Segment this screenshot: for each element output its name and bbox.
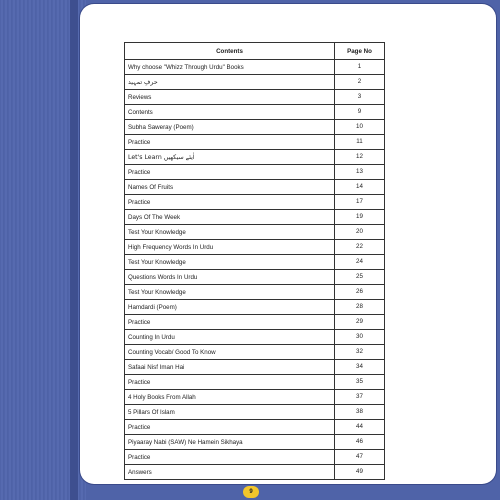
- contents-entry-title: Reviews: [125, 90, 335, 105]
- contents-entry-title: Practice: [125, 420, 335, 435]
- contents-entry-page: 35: [335, 375, 385, 390]
- table-row: [125, 435, 385, 450]
- contents-entry-page: 38: [335, 405, 385, 420]
- contents-entry-title: 5 Pillars Of Islam: [125, 405, 335, 420]
- contents-entry-title: Days Of The Week: [125, 210, 335, 225]
- contents-entry-title: حرفِ تمہید: [125, 75, 335, 90]
- contents-entry-title: Questions Words In Urdu: [125, 270, 335, 285]
- contents-entry-title: Practice: [125, 165, 335, 180]
- contents-entry-page: 25: [335, 270, 385, 285]
- table-row: [125, 345, 385, 360]
- contents-entry-title: Piyaaray Nabi (SAW) Ne Hamein Sikhaya: [125, 435, 335, 450]
- contents-entry-title: Practice: [125, 195, 335, 210]
- contents-entry-title: Hamdardi (Poem): [125, 300, 335, 315]
- contents-entry-title: Names Of Fruits: [125, 180, 335, 195]
- contents-entry-page: 19: [335, 210, 385, 225]
- table-row: [125, 180, 385, 195]
- table-row: [125, 315, 385, 330]
- contents-entry-page: 11: [335, 135, 385, 150]
- binding-edge: [70, 0, 78, 500]
- contents-entry-title: Test Your Knowledge: [125, 255, 335, 270]
- contents-entry-page: 34: [335, 360, 385, 375]
- table-row: [125, 135, 385, 150]
- contents-header: Contents: [125, 43, 335, 60]
- table-row: [125, 450, 385, 465]
- contents-entry-title: Subha Saweray (Poem): [125, 120, 335, 135]
- contents-entry-page: 24: [335, 255, 385, 270]
- table-row: [125, 105, 385, 120]
- contents-entry-title: Practice: [125, 135, 335, 150]
- table-row: [125, 270, 385, 285]
- contents-entry-title: Practice: [125, 375, 335, 390]
- table-row: [125, 90, 385, 105]
- contents-entry-title: Test Your Knowledge: [125, 285, 335, 300]
- table-row: [125, 255, 385, 270]
- contents-entry-title: High Frequency Words In Urdu: [125, 240, 335, 255]
- contents-entry-page: 46: [335, 435, 385, 450]
- contents-entry-page: 3: [335, 90, 385, 105]
- contents-entry-title: Safaai Nisf Iman Hai: [125, 360, 335, 375]
- contents-entry-page: 10: [335, 120, 385, 135]
- contents-entry-title: Answers: [125, 465, 335, 480]
- table-row: [125, 285, 385, 300]
- table-header-row: [125, 43, 385, 60]
- contents-entry-page: 12: [335, 150, 385, 165]
- table-row: [125, 150, 385, 165]
- contents-entry-title: Counting Vocab/ Good To Know: [125, 345, 335, 360]
- table-row: [125, 360, 385, 375]
- table-row: [125, 195, 385, 210]
- contents-entry-page: 14: [335, 180, 385, 195]
- contents-entry-page: 47: [335, 450, 385, 465]
- table-row: [125, 225, 385, 240]
- contents-entry-page: 37: [335, 390, 385, 405]
- table-row: [125, 165, 385, 180]
- contents-entry-page: 44: [335, 420, 385, 435]
- contents-entry-page: 28: [335, 300, 385, 315]
- contents-entry-page: 26: [335, 285, 385, 300]
- contents-entry-title: Why choose "Whizz Through Urdu" Books: [125, 60, 335, 75]
- table-row: [125, 390, 385, 405]
- table-row: [125, 375, 385, 390]
- contents-table: [124, 42, 385, 480]
- contents-entry-page: 17: [335, 195, 385, 210]
- table-row: [125, 210, 385, 225]
- contents-table-body: [125, 60, 385, 480]
- table-row: [125, 330, 385, 345]
- table-row: [125, 75, 385, 90]
- contents-entry-title: Counting In Urdu: [125, 330, 335, 345]
- table-row: [125, 240, 385, 255]
- contents-entry-page: 1: [335, 60, 385, 75]
- page-number-badge: 9: [243, 486, 259, 498]
- table-row: [125, 120, 385, 135]
- table-row: [125, 420, 385, 435]
- contents-entry-title: Test Your Knowledge: [125, 225, 335, 240]
- contents-entry-page: 32: [335, 345, 385, 360]
- contents-entry-page: 9: [335, 105, 385, 120]
- contents-entry-title: Practice: [125, 450, 335, 465]
- contents-entry-page: 49: [335, 465, 385, 480]
- contents-entry-page: 13: [335, 165, 385, 180]
- table-row: [125, 300, 385, 315]
- contents-entry-page: 22: [335, 240, 385, 255]
- table-row: [125, 405, 385, 420]
- contents-entry-title: Practice: [125, 315, 335, 330]
- contents-entry-title: 4 Holy Books From Allah: [125, 390, 335, 405]
- page-no-header: Page No: [335, 43, 385, 60]
- contents-entry-title: Let's Learn اٰیئے سیکھیں: [125, 150, 335, 165]
- contents-entry-page: 2: [335, 75, 385, 90]
- contents-entry-page: 20: [335, 225, 385, 240]
- contents-entry-page: 30: [335, 330, 385, 345]
- contents-entry-page: 29: [335, 315, 385, 330]
- table-row: [125, 60, 385, 75]
- contents-entry-title: Contents: [125, 105, 335, 120]
- table-row: [125, 465, 385, 480]
